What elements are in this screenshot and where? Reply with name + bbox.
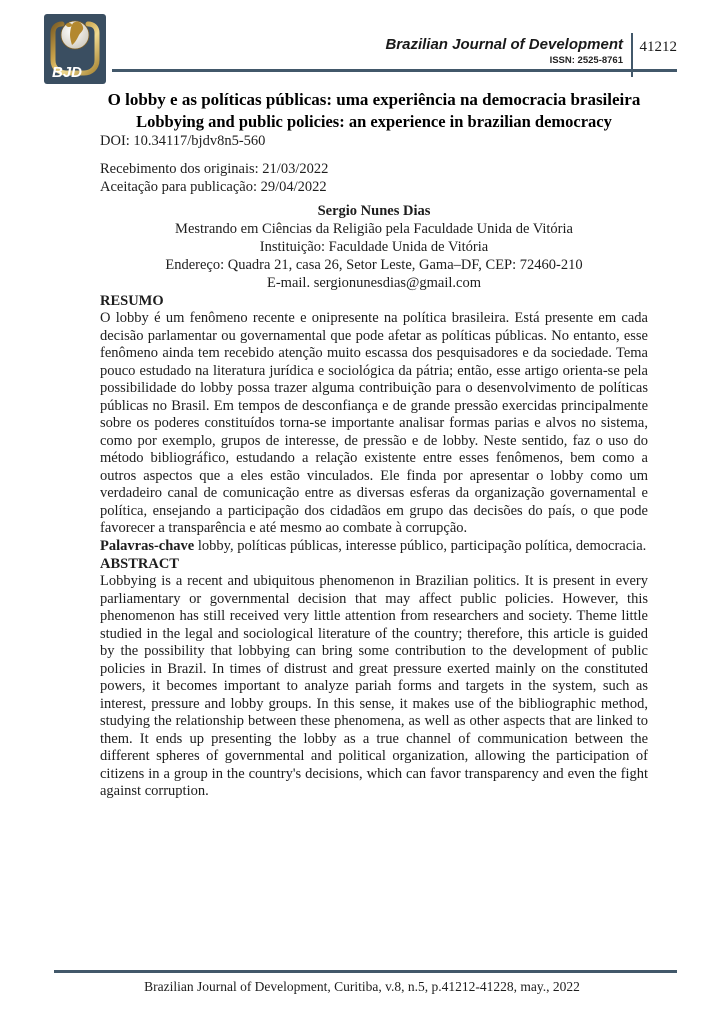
author-address: Endereço: Quadra 21, casa 26, Setor Leste, Gama–DF, CEP: 72460-210	[165, 257, 583, 273]
author-name: Sergio Nunes Dias	[317, 203, 431, 219]
doi: DOI: 10.34117/bjdv8n5-560	[100, 133, 266, 149]
author-degree: Mestrando em Ciências da Religião pela Faculdade Unida de Vitória	[175, 221, 573, 237]
received-date: Recebimento dos originais: 21/03/2022	[100, 161, 329, 177]
journal-issn: ISSN: 2525-8761	[549, 54, 623, 66]
article-title-english: Lobbying and public policies: an experience in brazilian democracy	[136, 112, 612, 131]
accepted-date: Aceitação para publicação: 29/04/2022	[100, 178, 327, 195]
footer-rule	[54, 970, 677, 973]
abstract-heading: ABSTRACT	[100, 556, 179, 572]
bjd-logo-icon	[44, 14, 106, 84]
abstract-paragraph: Lobbying is a recent and ubiquitous phenomenon in Brazilian politics. It is present in every parliamentary or governmental decision that may affect public policies. However, this phenomenon has still received very little attention from researchers and society. Theme little studied in the legal and sociological literature of the country; therefore, this article is guided by the possibility that lobbying can bring some contribution to the development of public policies in Brazil. In times of distrust and great pressure exerted mainly on the constituted powers, it becomes important to analyze pariah forms and targets in the system, such as interest, pressure and lobby groups. In this sense, it makes use of the bibliographic method, studying the relationship between these phenomena, as well as other aspects that are linked to them. It ends up presenting the lobby as a true channel of communication between the different spheres of governmental and political organization, allowing the participation of citizens in a group in the country's decisions, which can favor transparency and even the fight against corruption.	[100, 573, 648, 799]
resumo-paragraph: O lobby é um fenômeno recente e onipresente na política brasileira. Está presente em cada decisão parlamentar ou governamental que pode afetar as políticas públicas. No entanto, esse fenômeno ainda tem recebido atenção muito escassa dos pesquisadores e da sociedade. Tema pouco estudado na literatura jurídica e sociológica da pátria; então, esse artigo orienta-se pela possibilidade do lobby possa trazer alguma contribuição para o desenvolvimento de políticas públicas no Brasil. Em tempos de desconfiança e de grande pressão exercidas principalmente sobre os poderes constituídos torna-se importante analisar formas parias e alvos no sistema, como por exemplo, grupos de interesse, de pressão e de lobby. Neste sentido, faz o uso do método bibliográfico, estudando a relação existente entre esses fenômenos, bem como a outros aspectos que a eles estão vinculados. Ele finda por apresentar o lobby como um verdadeiro canal de comunicação entre as diversas esferas da organização governamental e política, ensejando a participação dos cidadãos em grupo das decisões do país, o que pode favorecer a transparência e até mesmo ao combate à corrupção.	[100, 310, 648, 536]
keywords-line	[100, 538, 648, 556]
author-email: E-mail. sergionunesdias@gmail.com	[266, 275, 482, 291]
keywords-text: lobby, políticas públicas, interesse público, participação política, democracia.	[197, 537, 647, 554]
journal-header	[385, 37, 623, 66]
keywords-label: Palavras-chave	[100, 537, 195, 554]
resumo-heading: RESUMO	[100, 293, 164, 309]
logo-text: BJD	[52, 64, 83, 81]
journal-name: Brazilian Journal of Development	[385, 36, 623, 53]
header-rule	[112, 69, 677, 72]
author-block	[100, 202, 648, 292]
article-content	[100, 88, 648, 801]
submission-dates	[100, 161, 648, 196]
footer-citation: Brazilian Journal of Development, Curitiba, v.8, n.5, p.41212-41228, may., 2022	[144, 979, 580, 994]
author-institution: Instituição: Faculdade Unida de Vitória	[259, 239, 489, 255]
page-number: 41212	[639, 39, 677, 55]
article-title-portuguese: O lobby e as políticas públicas: uma experiência na democracia brasileira	[107, 90, 641, 109]
